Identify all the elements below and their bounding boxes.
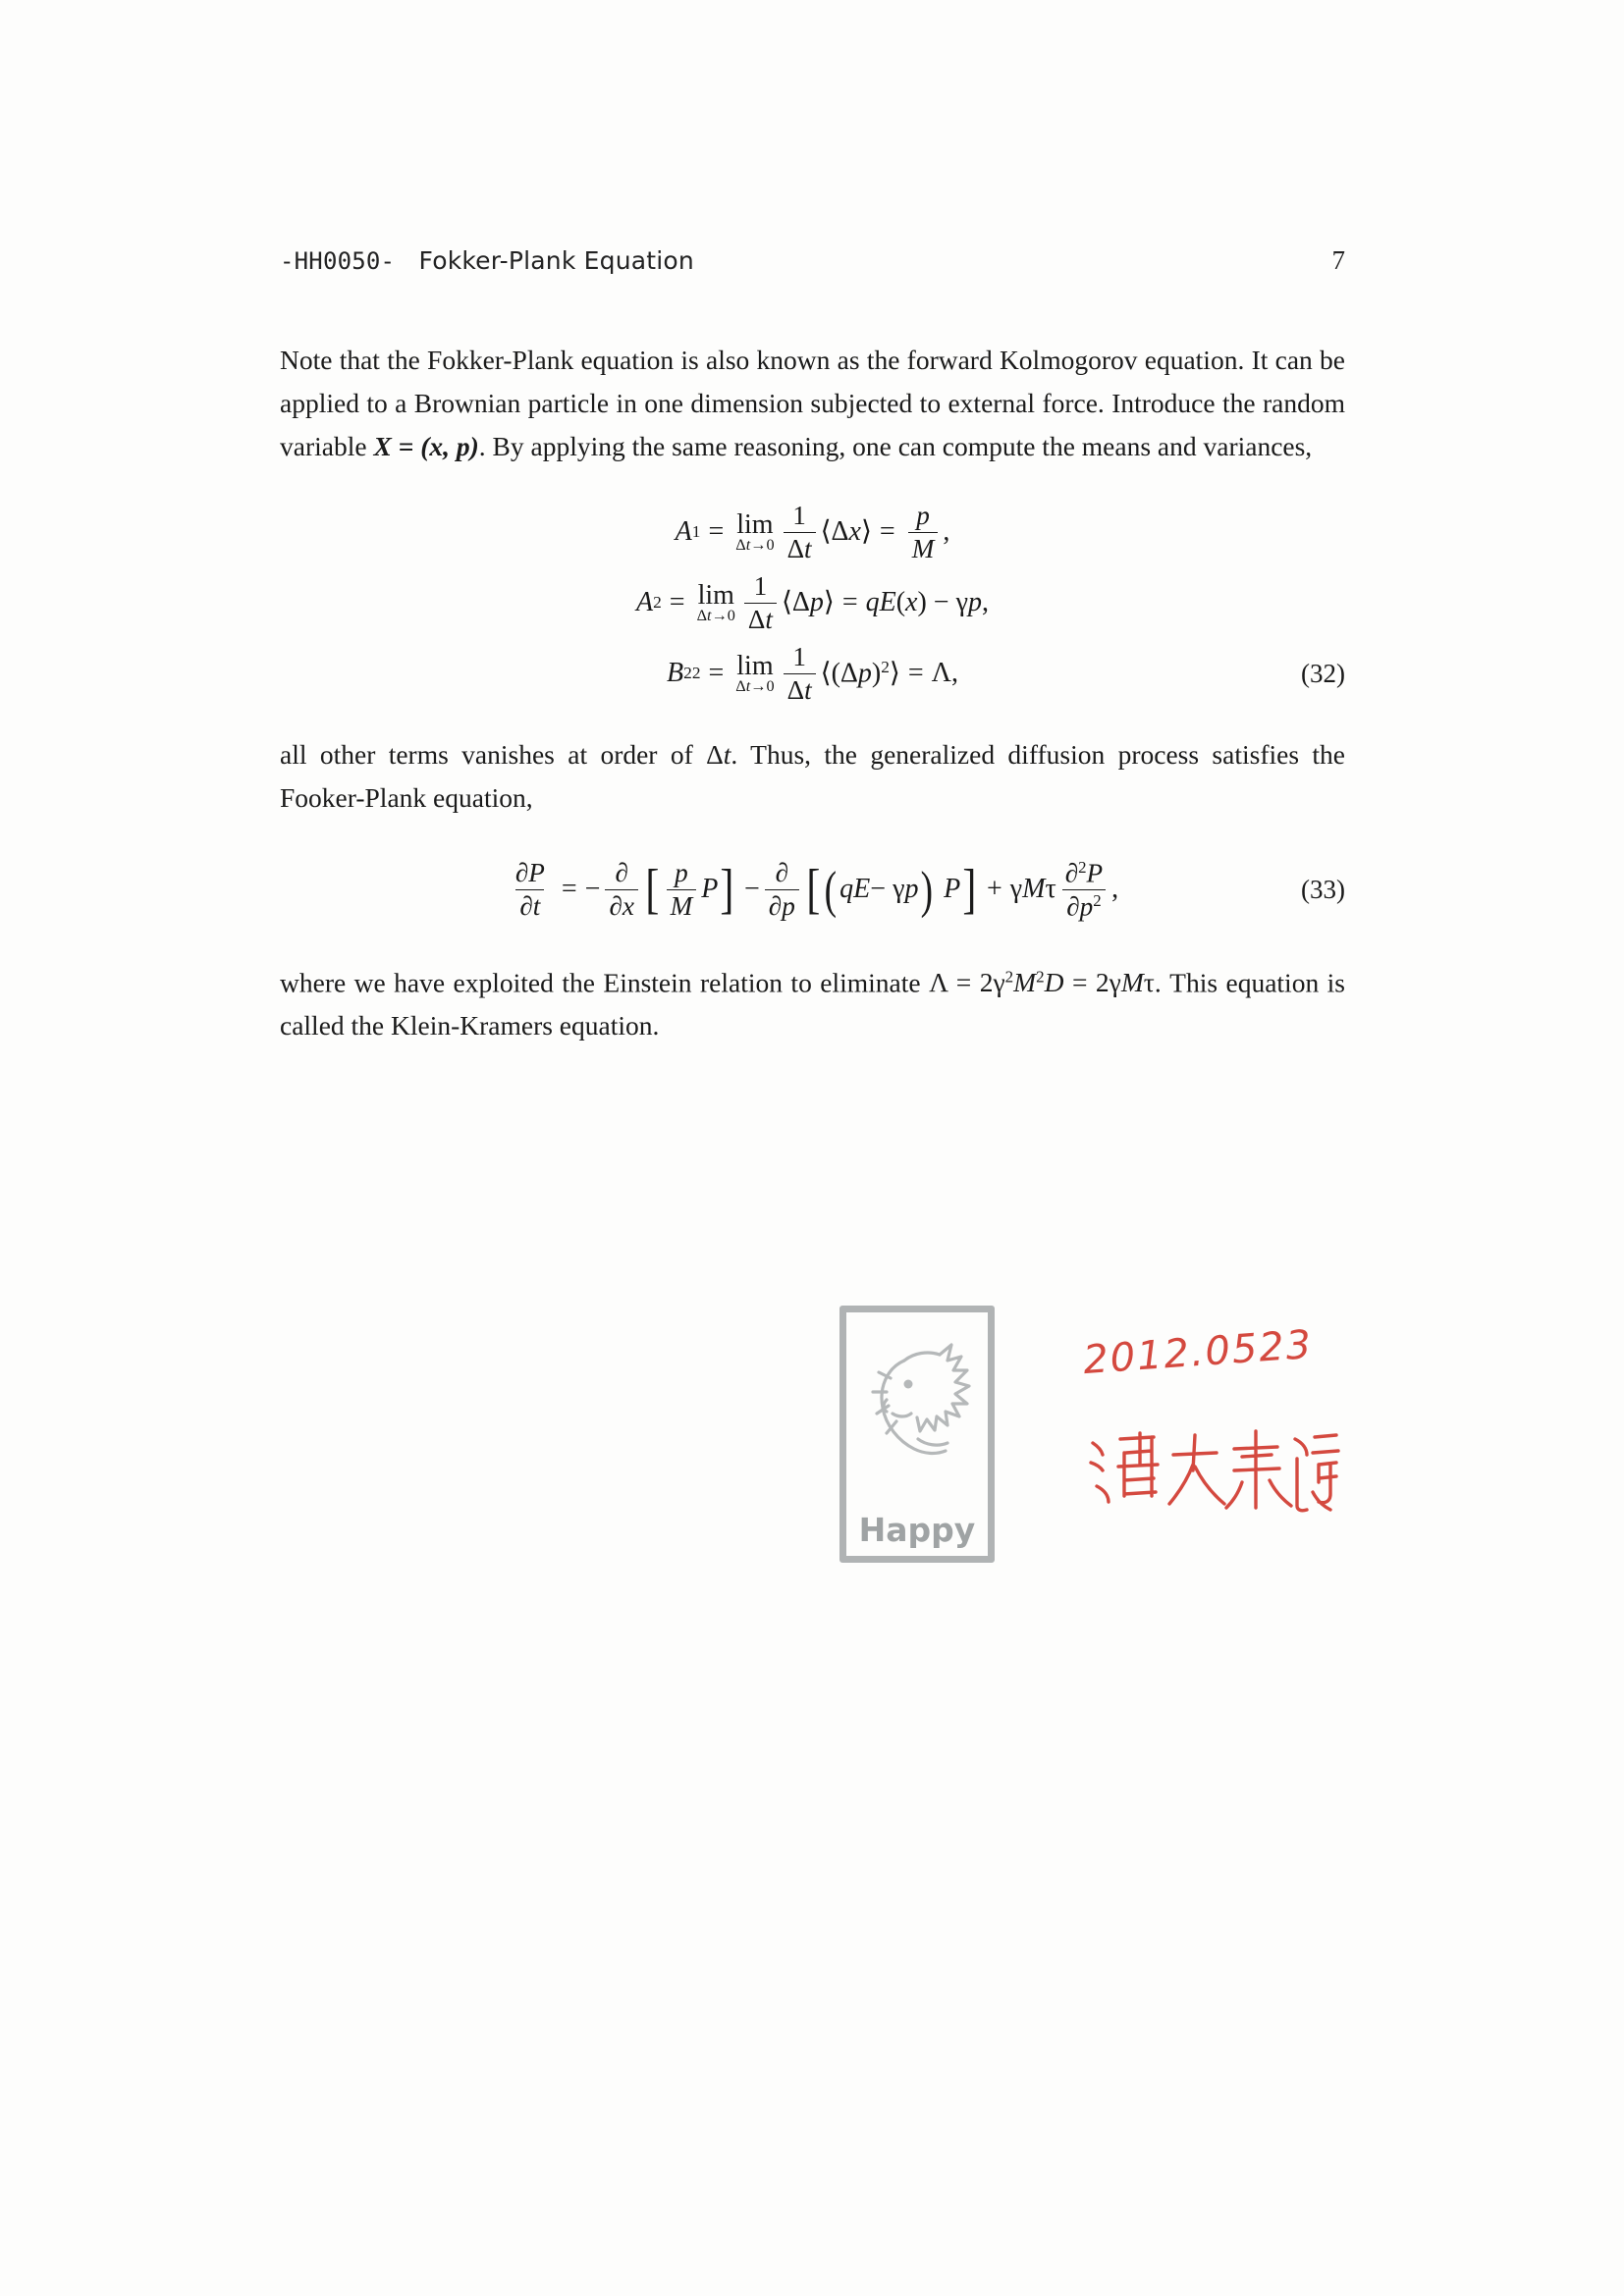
limit-operator: lim Δt→0 — [735, 508, 775, 554]
page-title: Fokker-Plank Equation — [418, 246, 694, 275]
equation-32-line-1: A 1 = lim Δt→0 $\frac{1}{\Delta t}$ ⟨Δx⟩ = $\frac{p}{M}$ , — [675, 501, 950, 563]
page-number: 7 — [1331, 245, 1345, 275]
fraction-p-over-M: $\frac{p}{M}$ — [908, 502, 939, 562]
happy-stamp — [839, 1306, 995, 1563]
header-title-group — [280, 246, 694, 275]
limit-operator: lim Δt→0 — [735, 650, 775, 695]
equation-32-line-3: B 22 = lim Δt→0 $\frac{1}{\Delta t}$ $⟨(\Delta p)^2⟩$ = Λ, (32) — [667, 642, 1345, 705]
equation-32-number: (32) — [1301, 658, 1345, 688]
fraction-dP-dt: $\frac{\partial P}{\partial t}$ — [514, 858, 545, 921]
equation-33-number: (33) — [1301, 874, 1345, 904]
paragraph-3 — [280, 956, 1345, 1047]
paragraph-1-math: X = (x, p) — [373, 431, 479, 461]
paragraph-3-text-a: where we have exploited the Einstein relation to eliminate — [280, 966, 930, 997]
page-header — [280, 245, 1345, 276]
handwritten-date: 2012.0523 — [1081, 1321, 1315, 1384]
equation-33-line: $\frac{\partial P}{\partial t}$ = − $\frac{\partial}{\partial x}$ [ $\frac{p}{M}$ P ] − $\frac{\partial}{\partial p}$ [ ( qE − γ p ) P ] + γMτ $\frac{\partial^2P}{\partial p^2}$ , (33) — [280, 859, 1345, 921]
fraction-one-over-dt: $\frac{1}{\Delta t}$ — [744, 572, 777, 633]
equation-32 — [280, 502, 1345, 704]
paragraph-3-text-b: . This equation is called the Klein-Kramers equation. — [280, 966, 1345, 1041]
fraction-d-dp: $\frac{\partial}{\partial p}$ — [765, 859, 799, 920]
equation-32-line-2: A 2 = lim Δt→0 $\frac{1}{\Delta t}$ ⟨Δp⟩ = qE(x) − γp, — [636, 571, 989, 634]
handwritten-signature — [1085, 1414, 1340, 1522]
paragraph-1 — [280, 339, 1345, 468]
fraction-p-over-M: $\frac{p}{M}$ — [667, 859, 697, 920]
page-content — [280, 339, 1345, 1047]
limit-operator: lim Δt→0 — [696, 579, 735, 624]
paragraph-1-text-a: Note that the Fokker-Plank equation is also known as the forward Kolmogorov equation. It can be applied to a Brownian particle in one dimension subjected to external force. Introduce the random variable — [280, 345, 1345, 461]
paragraph-2-text-b: . Thus, the generalized diffusion process satisfies the Fooker-Plank equation, — [280, 739, 1345, 813]
stamp-word-label: Happy — [858, 1511, 976, 1549]
hedgehog-face-icon — [853, 1323, 981, 1490]
document-tag: -HH0050- — [280, 247, 396, 275]
fraction-one-over-dt: $\frac{1}{\Delta t}$ — [784, 643, 816, 704]
paragraph-1-text-b: . By applying the same reasoning, one can compute the means and variances, — [478, 431, 1313, 461]
paragraph-3-math: $\Lambda = 2\gamma^2M^2D = 2\gamma M\tau$ — [929, 966, 1155, 997]
paragraph-2-text-a: all other terms vanishes at order of — [280, 739, 707, 770]
fraction-one-over-dt: $\frac{1}{\Delta t}$ — [784, 502, 816, 562]
paragraph-2 — [280, 733, 1345, 820]
paragraph-2-math: Δt — [706, 739, 731, 770]
fraction-d-dx: $\frac{\partial}{\partial x}$ — [605, 859, 637, 920]
fraction-d2P-dp2: $\frac{\partial^2P}{\partial p^2}$ — [1061, 859, 1107, 921]
equation-33 — [280, 859, 1345, 921]
